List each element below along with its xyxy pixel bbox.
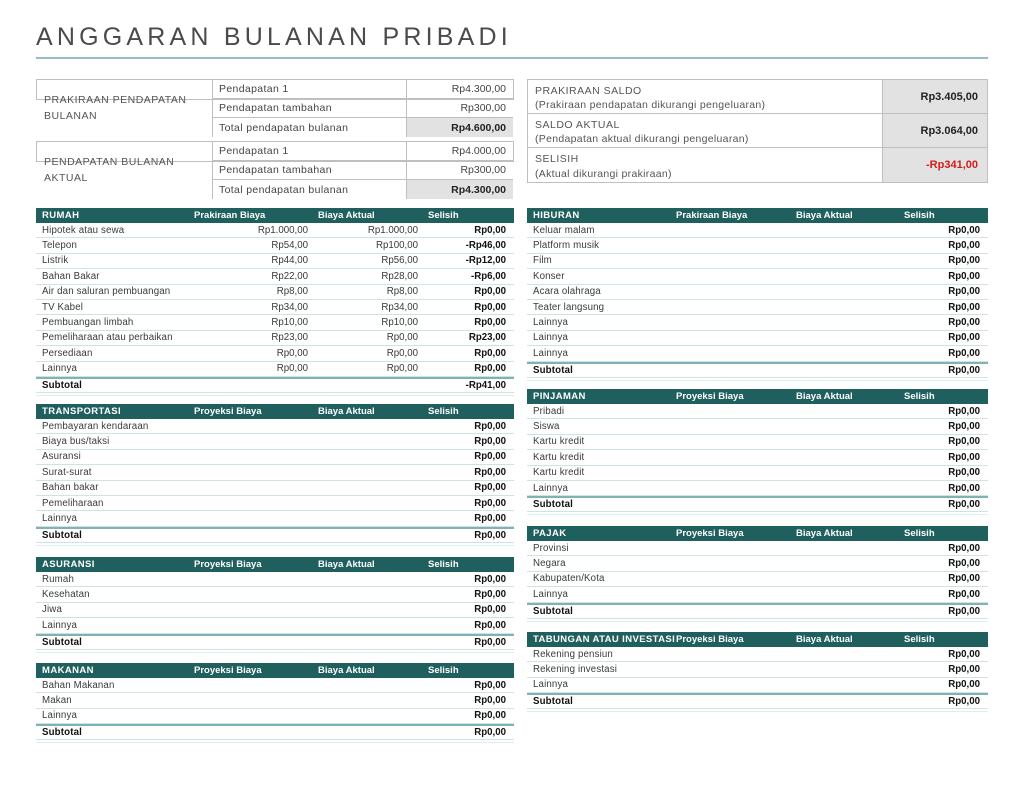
table-category-title: MAKANAN (42, 665, 94, 676)
row-difference-value: Rp0,00 (474, 466, 506, 478)
row-label: Hipotek atau sewa (42, 224, 125, 236)
row-difference-value: Rp0,00 (474, 619, 506, 631)
row-label: Jiwa (42, 604, 62, 616)
row-label: Pembuangan limbah (42, 317, 134, 329)
row-difference-value: Rp0,00 (474, 589, 506, 601)
table-bottom-edge (36, 740, 514, 743)
row-difference-value: Rp0,00 (474, 224, 506, 236)
table-row[interactable] (36, 603, 514, 618)
table-transportasi (36, 404, 514, 546)
table-rumah (36, 208, 514, 396)
row-label: Film (533, 255, 552, 267)
row-difference-value: -Rp12,00 (465, 255, 506, 267)
table-subtotal-row (527, 362, 988, 378)
row-difference-value: Rp0,00 (948, 270, 980, 282)
row-label: Lainnya (533, 588, 568, 600)
table-row[interactable] (36, 223, 514, 238)
subtotal-label: Subtotal (533, 605, 573, 617)
table-row[interactable] (527, 572, 988, 587)
summary-row-difference (528, 148, 987, 182)
table-row[interactable] (527, 481, 988, 496)
summary-subtitle: (Aktual dikurangi prakiraan) (535, 167, 672, 180)
summary-subtitle: (Pendapatan aktual dikurangi pengeluaran) (535, 133, 749, 145)
table-hiburan (527, 208, 988, 381)
row-label: Acara olahraga (533, 286, 601, 298)
page-title-block (36, 24, 988, 59)
table-header-row (36, 557, 514, 572)
row-difference-value: Rp0,00 (948, 405, 980, 417)
table-pajak (527, 526, 988, 622)
row-label: Lainnya (42, 363, 77, 375)
row-label: Lainnya (533, 347, 568, 359)
income-row-value[interactable]: Rp4.000,00 (451, 145, 506, 157)
income-row[interactable] (213, 142, 513, 161)
income-row-label: Pendapatan tambahan (213, 99, 407, 117)
row-label: Keluar malam (533, 224, 595, 236)
row-label: Kartu kredit (533, 436, 585, 448)
subtotal-label: Subtotal (533, 364, 573, 376)
table-row[interactable] (527, 269, 988, 284)
income-row-label: Pendapatan 1 (213, 142, 407, 160)
row-label: Bahan Makanan (42, 679, 115, 691)
column-header-actual: Biaya Aktual (796, 391, 853, 402)
actual-income-block (36, 141, 514, 196)
subtotal-label: Subtotal (42, 379, 82, 391)
subtotal-difference-value: Rp0,00 (948, 499, 980, 511)
column-header-difference: Selisih (428, 406, 459, 417)
income-total-value: Rp4.600,00 (407, 118, 513, 137)
row-label: Platform musik (533, 240, 600, 252)
row-label: Pemeliharaan atau perbaikan (42, 332, 173, 344)
income-row[interactable] (213, 99, 513, 118)
subtotal-difference-value: Rp0,00 (474, 529, 506, 541)
table-category-title: TABUNGAN ATAU INVESTASI (533, 634, 676, 645)
summary-value: Rp3.064,00 (883, 114, 987, 147)
table-bottom-edge (36, 393, 514, 396)
table-row[interactable] (36, 285, 514, 300)
row-label: Bahan bakar (42, 482, 99, 494)
summary-text (528, 80, 883, 113)
row-difference-value: Rp0,00 (948, 558, 980, 570)
subtotal-label: Subtotal (42, 636, 82, 648)
row-actual-value[interactable]: Rp56,00 (381, 255, 418, 267)
table-row[interactable] (527, 404, 988, 419)
income-total-label: Total pendapatan bulanan (213, 118, 407, 137)
row-projected-value[interactable]: Rp34,00 (271, 301, 308, 313)
column-header-projected: Proyeksi Biaya (676, 391, 744, 402)
row-actual-value[interactable]: Rp1.000,00 (367, 224, 418, 236)
subtotal-difference-value: Rp0,00 (474, 636, 506, 648)
row-label: Asuransi (42, 451, 81, 463)
row-actual-value[interactable]: Rp0,00 (386, 347, 418, 359)
table-asuransi (36, 557, 514, 653)
table-row[interactable] (36, 238, 514, 253)
row-projected-value[interactable]: Rp0,00 (276, 347, 308, 359)
income-total-row (213, 180, 513, 199)
summary-title: SALDO AKTUAL (535, 118, 620, 131)
row-label: Lainnya (42, 710, 77, 722)
row-label: Lainnya (42, 513, 77, 525)
row-label: Provinsi (533, 542, 569, 554)
row-difference-value: Rp0,00 (474, 513, 506, 525)
row-difference-value: Rp0,00 (948, 347, 980, 359)
row-label: Kesehatan (42, 589, 90, 601)
row-difference-value: Rp0,00 (948, 679, 980, 691)
row-difference-value: Rp0,00 (948, 573, 980, 585)
row-difference-value: Rp0,00 (948, 255, 980, 267)
table-row[interactable] (527, 662, 988, 677)
subtotal-label: Subtotal (533, 499, 573, 511)
row-projected-value[interactable]: Rp23,00 (271, 332, 308, 344)
table-bottom-edge (527, 619, 988, 622)
table-row[interactable] (527, 315, 988, 330)
table-row[interactable] (527, 238, 988, 253)
table-row[interactable] (527, 466, 988, 481)
row-label: Lainnya (533, 482, 568, 494)
subtotal-difference-value: Rp0,00 (948, 696, 980, 708)
table-header-row (36, 663, 514, 678)
row-difference-value: Rp0,00 (474, 420, 506, 432)
row-difference-value: Rp0,00 (948, 436, 980, 448)
column-header-difference: Selisih (428, 210, 459, 221)
table-row[interactable] (527, 254, 988, 269)
row-projected-value[interactable]: Rp1.000,00 (257, 224, 308, 236)
table-row[interactable] (36, 678, 514, 693)
table-row[interactable] (527, 678, 988, 693)
row-label: Air dan saluran pembuangan (42, 286, 171, 298)
summary-title: PRAKIRAAN SALDO (535, 84, 642, 97)
row-difference-value: Rp0,00 (474, 363, 506, 375)
table-bottom-edge (36, 650, 514, 653)
row-label: Telepon (42, 240, 77, 252)
row-projected-value[interactable]: Rp54,00 (271, 240, 308, 252)
table-category-title: PINJAMAN (533, 391, 586, 402)
row-label: Lainnya (533, 317, 568, 329)
row-difference-value: -Rp46,00 (465, 240, 506, 252)
row-difference-value: Rp0,00 (474, 573, 506, 585)
income-total-label: Total pendapatan bulanan (213, 180, 407, 199)
column-header-projected: Proyeksi Biaya (194, 406, 262, 417)
table-row[interactable] (527, 285, 988, 300)
table-row[interactable] (36, 511, 514, 526)
table-row[interactable] (36, 481, 514, 496)
table-header-row (527, 632, 988, 647)
table-category-title: HIBURAN (533, 210, 580, 221)
table-row[interactable] (527, 647, 988, 662)
row-label: Rekening investasi (533, 664, 618, 676)
column-header-projected: Prakiraan Biaya (676, 210, 748, 221)
row-actual-value[interactable]: Rp34,00 (381, 301, 418, 313)
row-difference-value: Rp0,00 (948, 224, 980, 236)
row-label: TV Kabel (42, 301, 84, 313)
row-difference-value: Rp0,00 (474, 497, 506, 509)
table-row[interactable] (36, 346, 514, 361)
column-header-projected: Proyeksi Biaya (194, 665, 262, 676)
actual-income-label-line2: AKTUAL (44, 171, 88, 184)
column-header-actual: Biaya Aktual (318, 559, 375, 570)
table-row[interactable] (527, 346, 988, 361)
row-actual-value[interactable]: Rp0,00 (386, 363, 418, 375)
actual-income-label-line1: PENDAPATAN BULANAN (44, 156, 175, 169)
row-actual-value[interactable]: Rp0,00 (386, 332, 418, 344)
table-pinjaman (527, 389, 988, 515)
summary-text (528, 114, 883, 147)
subtotal-label: Subtotal (533, 696, 573, 708)
table-row[interactable] (36, 315, 514, 330)
table-header-row (527, 389, 988, 404)
row-label: Makan (42, 695, 72, 707)
table-category-title: TRANSPORTASI (42, 406, 122, 417)
row-label: Pembayaran kendaraan (42, 420, 149, 432)
row-difference-value: Rp0,00 (948, 421, 980, 433)
row-difference-value: Rp0,00 (474, 679, 506, 691)
table-row[interactable] (36, 587, 514, 602)
income-total-row (213, 118, 513, 137)
table-row[interactable] (527, 419, 988, 434)
subtotal-label: Subtotal (42, 727, 82, 739)
projected-income-label-line1: PRAKIRAAN PENDAPATAN (44, 94, 187, 107)
subtotal-difference-value: Rp0,00 (948, 605, 980, 617)
table-row[interactable] (527, 331, 988, 346)
income-row-label: Pendapatan tambahan (213, 161, 407, 179)
row-projected-value[interactable]: Rp44,00 (271, 255, 308, 267)
income-row-label: Pendapatan 1 (213, 80, 407, 98)
table-row[interactable] (527, 450, 988, 465)
actual-income-label (37, 142, 213, 199)
row-difference-value: -Rp6,00 (471, 270, 506, 282)
table-row[interactable] (527, 587, 988, 602)
row-difference-value: Rp23,00 (468, 332, 506, 344)
summary-text (528, 148, 883, 182)
summary-value-difference: -Rp341,00 (883, 148, 987, 182)
row-label: Biaya bus/taksi (42, 436, 110, 448)
row-difference-value: Rp0,00 (948, 332, 980, 344)
balance-summary-panel (527, 79, 988, 183)
row-actual-value[interactable]: Rp28,00 (381, 270, 418, 282)
table-row[interactable] (527, 541, 988, 556)
row-difference-value: Rp0,00 (474, 695, 506, 707)
column-header-difference: Selisih (428, 559, 459, 570)
summary-row-projected-balance (528, 80, 987, 114)
column-header-actual: Biaya Aktual (796, 210, 853, 221)
projected-income-label-line2: BULANAN (44, 109, 98, 122)
table-header-row (36, 208, 514, 223)
table-subtotal-row (527, 693, 988, 709)
subtotal-difference-value: Rp0,00 (474, 727, 506, 739)
table-row[interactable] (36, 572, 514, 587)
row-actual-value[interactable]: Rp10,00 (381, 317, 418, 329)
income-row[interactable] (213, 161, 513, 180)
table-row[interactable] (527, 300, 988, 315)
column-header-actual: Biaya Aktual (318, 406, 375, 417)
table-bottom-edge (527, 709, 988, 712)
title-divider (36, 57, 988, 59)
row-label: Rekening pensiun (533, 648, 613, 660)
table-row[interactable] (527, 223, 988, 238)
table-row[interactable] (36, 618, 514, 633)
row-label: Konser (533, 270, 565, 282)
table-subtotal-row (36, 377, 514, 393)
row-difference-value: Rp0,00 (948, 301, 980, 313)
row-label: Kartu kredit (533, 451, 585, 463)
row-label: Pemeliharaan (42, 497, 104, 509)
table-row[interactable] (36, 693, 514, 708)
table-row[interactable] (36, 300, 514, 315)
income-row-value[interactable]: Rp300,00 (460, 102, 506, 114)
row-difference-value: Rp0,00 (474, 604, 506, 616)
row-difference-value: Rp0,00 (474, 286, 506, 298)
table-category-title: RUMAH (42, 210, 80, 221)
table-bottom-edge (527, 378, 988, 381)
table-subtotal-row (527, 603, 988, 619)
row-difference-value: Rp0,00 (948, 317, 980, 329)
column-header-difference: Selisih (904, 528, 935, 539)
table-tabungan (527, 632, 988, 712)
summary-value: Rp3.405,00 (883, 80, 987, 113)
table-row[interactable] (36, 269, 514, 284)
row-difference-value: Rp0,00 (474, 317, 506, 329)
row-label: Persediaan (42, 347, 93, 359)
row-difference-value: Rp0,00 (948, 467, 980, 479)
row-difference-value: Rp0,00 (948, 240, 980, 252)
row-difference-value: Rp0,00 (948, 648, 980, 660)
row-label: Lainnya (533, 332, 568, 344)
row-difference-value: Rp0,00 (948, 482, 980, 494)
row-difference-value: Rp0,00 (474, 451, 506, 463)
row-difference-value: Rp0,00 (948, 588, 980, 600)
column-header-actual: Biaya Aktual (796, 528, 853, 539)
column-header-actual: Biaya Aktual (796, 634, 853, 645)
row-difference-value: Rp0,00 (474, 710, 506, 722)
table-header-row (36, 404, 514, 419)
row-label: Teater langsung (533, 301, 605, 313)
row-difference-value: Rp0,00 (474, 436, 506, 448)
column-header-projected: Proyeksi Biaya (676, 528, 744, 539)
table-row[interactable] (36, 434, 514, 449)
table-category-title: ASURANSI (42, 559, 95, 570)
income-row[interactable] (213, 80, 513, 99)
table-row[interactable] (36, 254, 514, 269)
column-header-difference: Selisih (428, 665, 459, 676)
row-difference-value: Rp0,00 (948, 664, 980, 676)
projected-income-block (36, 79, 514, 134)
table-row[interactable] (36, 419, 514, 434)
row-difference-value: Rp0,00 (474, 482, 506, 494)
row-projected-value[interactable]: Rp8,00 (276, 286, 308, 298)
table-makanan (36, 663, 514, 743)
row-difference-value: Rp0,00 (474, 347, 506, 359)
table-subtotal-row (36, 527, 514, 543)
table-row[interactable] (527, 556, 988, 571)
table-row[interactable] (36, 362, 514, 377)
table-subtotal-row (36, 724, 514, 740)
row-label: Listrik (42, 255, 69, 267)
table-bottom-edge (36, 543, 514, 546)
row-label: Kartu kredit (533, 467, 585, 479)
column-header-projected: Proyeksi Biaya (676, 634, 744, 645)
row-label: Negara (533, 558, 566, 570)
row-actual-value[interactable]: Rp100,00 (375, 240, 418, 252)
row-difference-value: Rp0,00 (948, 286, 980, 298)
table-header-row (527, 526, 988, 541)
row-projected-value[interactable]: Rp22,00 (271, 270, 308, 282)
table-bottom-edge (527, 512, 988, 515)
column-header-difference: Selisih (904, 391, 935, 402)
column-header-actual: Biaya Aktual (318, 210, 375, 221)
table-row[interactable] (36, 709, 514, 724)
row-label: Kabupaten/Kota (533, 573, 605, 585)
row-label: Bahan Bakar (42, 270, 100, 282)
table-header-row (527, 208, 988, 223)
income-total-value: Rp4.300,00 (407, 180, 513, 199)
table-row[interactable] (36, 331, 514, 346)
row-label: Siswa (533, 421, 560, 433)
table-row[interactable] (36, 496, 514, 511)
row-projected-value[interactable]: Rp0,00 (276, 363, 308, 375)
row-difference-value: Rp0,00 (474, 301, 506, 313)
projected-income-label (37, 80, 213, 137)
summary-title: SELISIH (535, 153, 579, 166)
projected-income-rows (213, 80, 513, 134)
income-row-value[interactable]: Rp4.300,00 (451, 83, 506, 95)
column-header-difference: Selisih (904, 210, 935, 221)
page-title: ANGGARAN BULANAN PRIBADI (36, 23, 512, 51)
row-label: Surat-surat (42, 466, 92, 478)
subtotal-difference-value: -Rp41,00 (465, 379, 506, 391)
column-header-projected: Prakiraan Biaya (194, 210, 266, 221)
table-row[interactable] (36, 465, 514, 480)
summary-subtitle: (Prakiraan pendapatan dikurangi pengeluaran) (535, 99, 766, 111)
summary-row-actual-balance (528, 114, 987, 148)
table-subtotal-row (527, 496, 988, 512)
column-header-difference: Selisih (904, 634, 935, 645)
income-row-value[interactable]: Rp300,00 (460, 164, 506, 176)
row-label: Pribadi (533, 405, 565, 417)
row-label: Lainnya (533, 679, 568, 691)
subtotal-difference-value: Rp0,00 (948, 364, 980, 376)
table-row[interactable] (36, 450, 514, 465)
row-label: Lainnya (42, 619, 77, 631)
row-label: Rumah (42, 573, 74, 585)
row-actual-value[interactable]: Rp8,00 (386, 286, 418, 298)
column-header-projected: Proyeksi Biaya (194, 559, 262, 570)
row-difference-value: Rp0,00 (948, 451, 980, 463)
subtotal-label: Subtotal (42, 529, 82, 541)
row-projected-value[interactable]: Rp10,00 (271, 317, 308, 329)
row-difference-value: Rp0,00 (948, 542, 980, 554)
table-row[interactable] (527, 435, 988, 450)
actual-income-rows (213, 142, 513, 196)
column-header-actual: Biaya Aktual (318, 665, 375, 676)
table-subtotal-row (36, 634, 514, 650)
table-category-title: PAJAK (533, 528, 567, 539)
